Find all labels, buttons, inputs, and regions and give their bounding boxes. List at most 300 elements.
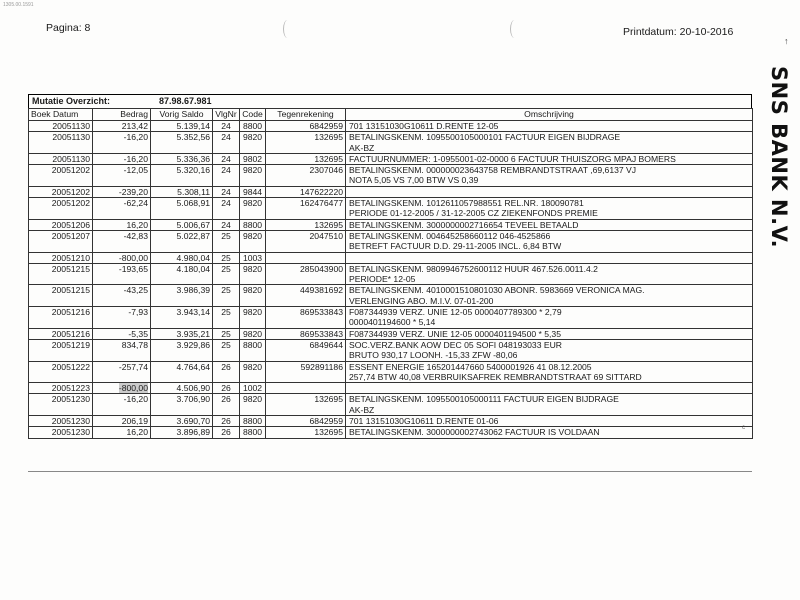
overview-label: Mutatie Overzicht:: [32, 96, 111, 106]
sequence-cell: [213, 153, 240, 164]
description-line: VERLENGING ABO. M.I.V. 07-01-200: [349, 295, 494, 306]
sequence-cell: [213, 186, 240, 197]
date-cell-text: 20051216: [51, 307, 90, 318]
counter-account-cell: [266, 263, 346, 285]
date-cell-text: 20051206: [51, 219, 90, 230]
amount-cell-text: -42,83: [123, 230, 148, 241]
table-row: [29, 394, 753, 416]
date-cell-text: 20051216: [51, 328, 90, 339]
balance-cell: [151, 361, 213, 383]
code-cell: [240, 394, 266, 416]
column-header: Boek Datum: [29, 109, 93, 121]
sequence-cell-text: 24: [221, 186, 231, 197]
sequence-cell: [213, 121, 240, 132]
date-cell-text: 20051230: [51, 427, 90, 438]
amount-cell: [93, 416, 151, 427]
counter-account-cell-text: 869533843: [299, 328, 343, 339]
table-row: [29, 219, 753, 230]
amount-cell: [93, 198, 151, 220]
sequence-cell-text: 26: [221, 361, 231, 372]
sequence-cell: [213, 230, 240, 252]
overview-header: [28, 94, 752, 108]
description-line: ESSENT ENERGIE 165201447660 5400001926 41 08.12.2005: [349, 361, 592, 372]
code-cell-text: 9820: [242, 394, 263, 405]
table-row: [29, 361, 753, 383]
code-cell-text: 8800: [242, 427, 263, 438]
description-line: BRUTO 930,17 LOONH. -15,33 ZFW -80,06: [349, 350, 518, 361]
amount-cell-text: -12,05: [123, 165, 148, 176]
code-cell: [240, 186, 266, 197]
date-cell: [29, 285, 93, 307]
description-cell: [346, 394, 753, 416]
amount-cell-text: -5,35: [128, 328, 148, 339]
amount-cell: [93, 132, 151, 154]
amount-cell: [93, 307, 151, 329]
balance-cell-text: 5.022,87: [176, 230, 210, 241]
balance-cell: [151, 307, 213, 329]
balance-cell: [151, 263, 213, 285]
counter-account-cell-text: 2047510: [309, 230, 343, 241]
description-cell: [346, 165, 753, 187]
date-cell-text: 20051215: [51, 263, 90, 274]
balance-cell-text: 5.006,67: [176, 219, 210, 230]
date-cell: [29, 383, 93, 394]
description-line: BETALINGSKENM. 4010001510801030 ABONR. 5983669 VERONICA MAG.: [349, 285, 645, 296]
counter-account-cell-text: 132695: [314, 153, 343, 164]
code-cell: [240, 328, 266, 339]
date-cell: [29, 328, 93, 339]
date-cell-text: 20051222: [51, 361, 90, 372]
counter-account-cell-text: 592891186: [300, 361, 343, 372]
amount-cell-text: -43,25: [123, 285, 148, 296]
balance-cell: [151, 328, 213, 339]
counter-account-cell: [266, 416, 346, 427]
print-date: Printdatum: 20-10-2016: [623, 26, 734, 38]
date-cell: [29, 165, 93, 187]
code-cell: [240, 165, 266, 187]
date-cell: [29, 121, 93, 132]
counter-account-cell: [266, 132, 346, 154]
description-line: F087344939 VERZ. UNIE 12-05 0000407789300 * 2,79: [349, 307, 562, 318]
amount-cell: [93, 361, 151, 383]
code-cell: [240, 132, 266, 154]
counter-account-cell-text: 132695: [314, 394, 343, 405]
sequence-cell-text: 24: [221, 219, 231, 230]
balance-cell-text: 3.929,86: [176, 339, 210, 350]
code-cell-text: 9820: [242, 328, 263, 339]
balance-cell: [151, 121, 213, 132]
amount-cell-text: 206,19: [121, 416, 148, 427]
amount-cell: [93, 285, 151, 307]
description-line: AK-BZ: [349, 404, 375, 415]
column-header: Vorig Saldo: [151, 109, 213, 121]
counter-account-cell: [266, 328, 346, 339]
amount-cell: [93, 252, 151, 263]
description-cell: [346, 307, 753, 329]
description-cell: [346, 252, 753, 263]
balance-cell: [151, 165, 213, 187]
sequence-cell-text: 26: [221, 394, 231, 405]
amount-cell-text: -239,20: [118, 186, 148, 197]
amount-cell-text: 213,42: [121, 121, 148, 131]
bottom-rule: [28, 471, 752, 472]
counter-account-cell: [266, 165, 346, 187]
code-cell: [240, 153, 266, 164]
description-cell: [346, 198, 753, 220]
table-row: [29, 186, 753, 197]
description-line: BETALINGSKENM. 3000000002743062 FACTUUR IS VOLDAAN: [349, 427, 600, 438]
amount-cell: [93, 394, 151, 416]
date-cell: [29, 361, 93, 383]
sequence-cell-text: 26: [221, 427, 231, 438]
code-cell-text: 9820: [242, 198, 263, 209]
counter-account-cell-text: 147622220: [299, 186, 343, 197]
code-cell-text: 1003: [242, 252, 263, 263]
amount-cell: [93, 153, 151, 164]
balance-cell-text: 3.706,90: [176, 394, 210, 405]
table-row: [29, 252, 753, 263]
sequence-cell-text: 25: [221, 328, 231, 339]
account-number: 87.98.67.981: [159, 96, 212, 106]
code-cell-text: 8800: [242, 416, 263, 427]
description-line: FACTUURNUMMER: 1-0955001-02-0000 6 FACTUUR THUISZORG MPAJ BOMERS: [349, 153, 676, 164]
counter-account-cell: [266, 230, 346, 252]
sequence-cell-text: 24: [221, 198, 231, 209]
corner-mark: ↑: [784, 36, 789, 46]
amount-cell: [93, 186, 151, 197]
date-cell-text: 20051130: [52, 121, 90, 131]
amount-cell-text: -7,93: [128, 307, 148, 318]
code-cell: [240, 121, 266, 132]
table-row: [29, 285, 753, 307]
column-header: Code: [240, 109, 266, 121]
date-cell: [29, 416, 93, 427]
description-line: 701 13151030G10611 D.RENTE 12-05: [349, 121, 499, 131]
description-line: BETALINGSKENM. 1095500105000111 FACTUUR EIGEN BIJDRAGE: [349, 394, 619, 405]
balance-cell-text: 5.352,56: [176, 132, 210, 143]
sequence-cell: [213, 252, 240, 263]
description-cell: [346, 339, 753, 361]
balance-cell-text: 5.068,91: [176, 198, 210, 209]
balance-cell: [151, 132, 213, 154]
amount-cell-text: -800,00: [118, 252, 148, 263]
code-cell: [240, 307, 266, 329]
date-cell: [29, 153, 93, 164]
code-cell-text: 8800: [242, 121, 263, 131]
code-cell: [240, 230, 266, 252]
code-cell: [240, 263, 266, 285]
description-line: [349, 253, 750, 263]
counter-account-cell-text: 449381692: [299, 285, 343, 296]
counter-account-cell: [266, 383, 346, 394]
code-cell-text: 9802: [242, 153, 263, 164]
description-line: AK-BZ: [349, 142, 375, 153]
sequence-cell-text: 25: [221, 307, 231, 318]
code-cell-text: 9820: [242, 361, 263, 372]
sequence-cell: [213, 361, 240, 383]
date-cell: [29, 219, 93, 230]
table-row: [29, 230, 753, 252]
description-cell: [346, 186, 753, 197]
description-line: BETALINGSKENM. 3000000002716654 TEVEEL BETAALD: [349, 219, 579, 230]
amount-cell-text: -62,24: [123, 198, 148, 209]
date-cell-text: 20051130: [52, 153, 90, 164]
balance-cell: [151, 198, 213, 220]
sequence-cell: [213, 328, 240, 339]
balance-cell-text: 3.943,14: [176, 307, 210, 318]
table-header-row: [29, 109, 753, 121]
date-cell: [29, 263, 93, 285]
description-line: F087344939 VERZ. UNIE 12-05 0000401194500 * 5,35: [349, 328, 561, 339]
description-cell: [346, 230, 753, 252]
column-header: Omschrijving: [346, 109, 753, 121]
date-cell-text: 20051202: [51, 198, 90, 209]
sequence-cell: [213, 132, 240, 154]
sequence-cell-text: 24: [221, 165, 231, 176]
code-cell-text: 8800: [242, 339, 263, 350]
description-line: 257,74 BTW 40,08 VERBRUIKSAFREK REMBRANDTSTRAAT 69 SITTARD: [349, 371, 642, 382]
balance-cell-text: 3.986,39: [176, 285, 210, 296]
sequence-cell: [213, 285, 240, 307]
code-cell: [240, 361, 266, 383]
code-cell-text: 9820: [242, 263, 263, 274]
balance-cell: [151, 383, 213, 394]
sequence-cell: [213, 416, 240, 427]
sequence-cell-text: 25: [221, 285, 231, 296]
counter-account-cell-text: 6842959: [309, 121, 343, 131]
description-cell: [346, 328, 753, 339]
date-cell: [29, 186, 93, 197]
counter-account-cell-text: 132695: [314, 219, 343, 230]
date-cell: [29, 394, 93, 416]
balance-cell: [151, 427, 213, 438]
punch-hole-mark: [283, 20, 292, 38]
table-row: [29, 328, 753, 339]
description-line: BETALINGSKENM. 9809946752600112 HUUR 467.526.0011.4.2: [349, 263, 598, 274]
balance-cell-text: 4.506,90: [176, 383, 210, 394]
balance-cell-text: 3.690,70: [176, 416, 210, 427]
date-cell-text: 20051230: [51, 394, 90, 405]
amount-cell: [93, 427, 151, 438]
description-cell: [346, 132, 753, 154]
description-cell: [346, 383, 753, 394]
date-cell: [29, 132, 93, 154]
sequence-cell: [213, 198, 240, 220]
sequence-cell: [213, 263, 240, 285]
balance-cell: [151, 285, 213, 307]
description-cell: [346, 416, 753, 427]
description-cell: [346, 427, 753, 438]
sequence-cell-text: 24: [221, 121, 231, 131]
amount-cell: [93, 383, 151, 394]
code-cell: [240, 427, 266, 438]
amount-cell-text: -800,00: [118, 383, 148, 394]
description-line: SOC.VERZ.BANK AOW DEC 05 SOFI 048193033 EUR: [349, 339, 563, 350]
scan-code: 1305.00.1591: [3, 2, 34, 8]
description-cell: [346, 263, 753, 285]
balance-cell: [151, 416, 213, 427]
description-cell: [346, 361, 753, 383]
description-line: BETALINGSKENM. 1012611057988551 REL.NR. 180090781: [349, 198, 584, 209]
amount-cell: [93, 263, 151, 285]
punch-hole-mark: [510, 20, 519, 38]
balance-cell-text: 5.336,36: [176, 153, 210, 164]
amount-cell-text: 16,20: [126, 427, 148, 438]
column-header: Bedrag: [93, 109, 151, 121]
code-cell-text: 9820: [242, 285, 263, 296]
date-cell-text: 20051230: [51, 416, 90, 427]
sequence-cell: [213, 427, 240, 438]
amount-cell: [93, 165, 151, 187]
table-row: [29, 307, 753, 329]
column-header: Tegenrekening: [266, 109, 346, 121]
mutation-overview: [28, 94, 752, 439]
page-number: Pagina: 8: [46, 22, 91, 34]
balance-cell: [151, 339, 213, 361]
balance-cell-text: 3.896,89: [176, 427, 210, 438]
amount-cell-text: -16,20: [123, 153, 148, 164]
counter-account-cell: [266, 252, 346, 263]
description-line: NOTA 5,05 VS 7,00 BTW VS 0,39: [349, 175, 479, 186]
table-row: [29, 132, 753, 154]
description-line: 0000401194600 * 5,14: [349, 317, 436, 328]
description-line: [349, 383, 750, 393]
counter-account-cell: [266, 121, 346, 132]
amount-cell-text: -193,65: [118, 263, 148, 274]
code-cell-text: 9820: [242, 165, 263, 176]
description-line: 701 13151030G10611 D.RENTE 01-06: [349, 416, 499, 427]
code-cell: [240, 285, 266, 307]
description-line: BETALINGSKENM. 1095500105000101 FACTUUR EIGEN BIJDRAGE: [349, 132, 621, 143]
code-cell-text: 9844: [242, 186, 263, 197]
sequence-cell-text: 25: [221, 263, 231, 274]
code-cell-text: 1002: [242, 383, 263, 394]
balance-cell: [151, 153, 213, 164]
counter-account-cell: [266, 339, 346, 361]
sequence-cell: [213, 307, 240, 329]
description-line: PERIODE 01-12-2005 / 31-12-2005 CZ ZIEKENFONDS PREMIE: [349, 208, 598, 219]
balance-cell: [151, 252, 213, 263]
counter-account-cell: [266, 361, 346, 383]
date-cell: [29, 230, 93, 252]
column-header: VlgNr: [213, 109, 240, 121]
sequence-cell-text: 25: [221, 339, 231, 350]
description-line: BETREFT FACTUUR D.D. 29-11-2005 INCL. 6,84 BTW: [349, 241, 562, 252]
sequence-cell-text: 25: [221, 252, 231, 263]
table-row: [29, 165, 753, 187]
sequence-cell: [213, 339, 240, 361]
balance-cell-text: 4.980,04: [176, 252, 210, 263]
code-cell: [240, 383, 266, 394]
table-row: [29, 198, 753, 220]
counter-account-cell: [266, 427, 346, 438]
counter-account-cell: [266, 219, 346, 230]
description-line: BETALINGSKENM. 000000023643758 REMBRANDTSTRAAT ,69,6137 VJ: [349, 165, 637, 176]
table-row: [29, 427, 753, 438]
counter-account-cell: [266, 394, 346, 416]
balance-cell-text: 4.764,64: [176, 361, 210, 372]
counter-account-cell: [266, 198, 346, 220]
table-row: [29, 416, 753, 427]
counter-account-cell-text: 132695: [314, 132, 343, 143]
sequence-cell: [213, 383, 240, 394]
table-row: [29, 121, 753, 132]
date-cell-text: 20051223: [51, 383, 90, 394]
transactions-table: [28, 108, 753, 439]
date-cell-text: 20051219: [51, 339, 90, 350]
amount-cell: [93, 339, 151, 361]
date-cell-text: 20051207: [51, 230, 90, 241]
code-cell: [240, 219, 266, 230]
date-cell-text: 20051215: [51, 285, 90, 296]
date-cell: [29, 307, 93, 329]
table-row: [29, 153, 753, 164]
counter-account-cell: [266, 153, 346, 164]
amount-cell-text: -257,74: [118, 361, 148, 372]
amount-cell: [93, 230, 151, 252]
code-cell: [240, 416, 266, 427]
date-cell-text: 20051210: [51, 252, 90, 263]
balance-cell: [151, 219, 213, 230]
balance-cell-text: 4.180,04: [176, 263, 210, 274]
balance-cell: [151, 230, 213, 252]
counter-account-cell-text: 162476477: [299, 198, 343, 209]
sequence-cell-text: 26: [221, 383, 231, 394]
bank-logo: SNS BANK N.V.: [767, 66, 791, 249]
code-cell-text: 8800: [242, 219, 263, 230]
counter-account-cell: [266, 285, 346, 307]
counter-account-cell-text: 6842959: [309, 416, 343, 427]
date-cell: [29, 252, 93, 263]
amount-cell: [93, 121, 151, 132]
amount-cell: [93, 219, 151, 230]
sequence-cell-text: 24: [221, 132, 231, 143]
balance-cell: [151, 186, 213, 197]
date-cell-text: 20051130: [52, 132, 90, 143]
code-cell-text: 9820: [242, 307, 263, 318]
counter-account-cell-text: 869533843: [299, 307, 343, 318]
counter-account-cell: [266, 186, 346, 197]
sequence-cell-text: 26: [221, 416, 231, 427]
code-cell-text: 9820: [242, 132, 263, 143]
sequence-cell-text: 25: [221, 230, 231, 241]
description-line: [349, 187, 750, 197]
code-cell: [240, 252, 266, 263]
sequence-cell-text: 24: [221, 153, 231, 164]
description-line: BETALINGSKENM. 004645258660112 046-4525866: [349, 230, 551, 241]
amount-cell: [93, 328, 151, 339]
balance-cell: [151, 394, 213, 416]
counter-account-cell-text: 285043900: [299, 263, 343, 274]
date-cell: [29, 339, 93, 361]
counter-account-cell-text: 2307046: [309, 165, 343, 176]
code-cell: [240, 339, 266, 361]
date-cell: [29, 427, 93, 438]
description-cell: [346, 285, 753, 307]
date-cell-text: 20051202: [51, 186, 90, 197]
amount-cell-text: 16,20: [126, 219, 148, 230]
amount-cell-text: -16,20: [123, 394, 148, 405]
counter-account-cell-text: 6849644: [309, 339, 343, 350]
stray-mark: c: [742, 425, 745, 431]
sequence-cell: [213, 219, 240, 230]
date-cell: [29, 198, 93, 220]
balance-cell-text: 5.320,16: [176, 165, 210, 176]
table-row: [29, 263, 753, 285]
balance-cell-text: 3.935,21: [176, 328, 210, 339]
table-row: [29, 383, 753, 394]
description-cell: [346, 153, 753, 164]
